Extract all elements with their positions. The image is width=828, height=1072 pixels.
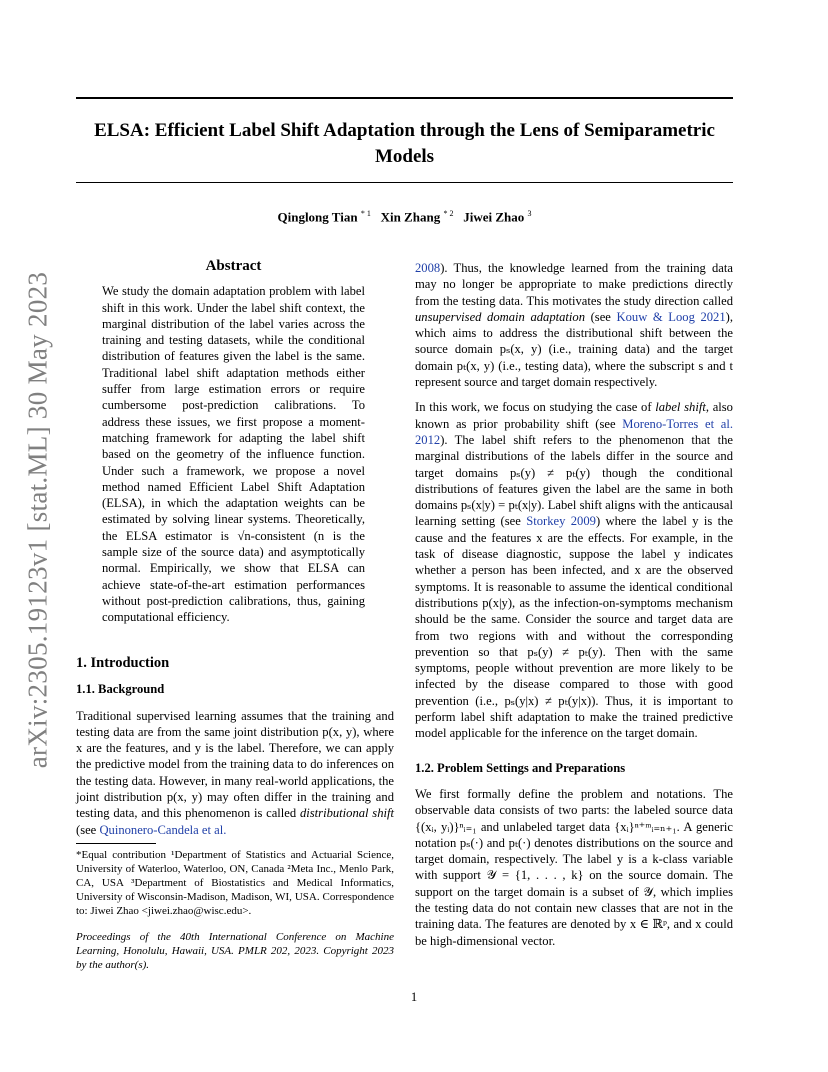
author-affiliation-mark: * 2 [443, 209, 454, 218]
intro-text: ). Thus, the knowledge learned from the training data may no longer be appropriate to make predictions directly from the testing data. This motivates the study direction called [415, 261, 733, 308]
intro-text: Traditional supervised learning assumes that the training and testing data are from the same joint distribution p(x, y), where x are the features, and y is the label. Therefore, we can apply the predictive model from the training data to do inferences on the testing data. However, in many real-world applications, the joint distribution p(x, y) may often differ in the training and testing data, and this phenomenon is called [76, 708, 394, 821]
section-heading: 1. Introduction [76, 655, 170, 671]
intro-text: In this work, we focus on studying the case of [415, 400, 656, 415]
abstract-heading: Abstract [205, 258, 262, 274]
footnote-rule [76, 843, 156, 844]
intro-emphasis: label shift [655, 400, 706, 415]
intro-text: (see [76, 822, 100, 837]
author-name: Jiwei Zhao [463, 209, 525, 225]
intro-paragraph [76, 708, 394, 838]
intro-text: ). The label shift refers to the phenomenon that the marginal distributions of the labels differ in the source and target domains pₛ(y) ≠ pₜ(y) though the conditional distributions of features given the label are the same in both domains pₛ(x|y) = pₜ(x|y). Label shift aligns with the anticausal learning setting (see [415, 432, 733, 529]
proceedings-text: Proceedings of the 40th International Conference on Machine Learning, Honolulu, Hawaii, USA. PMLR 202, 2023. Copyright 2023 by the author(s). [76, 931, 394, 971]
arxiv-identifier: arXiv:2305.19123v1 [stat.ML] 30 May 2023 [22, 271, 53, 769]
intro-text: , also known as prior probability shift (see [415, 400, 733, 431]
citation-link[interactable]: Quinonero-Candela et al. [99, 822, 227, 837]
author-name: Xin Zhang [380, 209, 441, 225]
intro-text: ) where the label y is the cause and the features x are the effects. For example, in the task of disease diagnostic, suppose the label y indicates whether a person has been infected, and x are the observed symptoms. It is reasonable to assume the identical conditional distributions p(x|y), as the infection-on-symptoms mechanism should be the same. Consider the source and target data are from two regions with and without the corresponding prevention so that pₛ(y) ≠ pₜ(y). Then with the same symptoms, people without prevention are more likely to be infected by the disease compared to those with good prevention (i.e., pₛ(y|x) ≠ pₜ(y|x)). Thus, it is important to perform label shift adaptation to make the trained predictive model applicable for the inference on the target domain. [415, 514, 733, 741]
citation-link[interactable]: Kouw & Loog 2021 [616, 309, 726, 324]
citation-link[interactable]: Storkey 2009 [526, 514, 596, 529]
paper-title [76, 118, 733, 170]
intro-paragraph: We first formally define the problem and notations. The observable data consists of two parts: the labeled source data {(xᵢ, yᵢ)}ⁿᵢ₌₁ and unlabeled target data {xᵢ}ⁿ⁺ᵐᵢ₌ₙ₊₁. A generic notation pₛ(·) and pₜ(·) denotes distributions on the source and target domain, respectively. The label y is a k-class variable with support 𝒴 = {1, . . . , k} on the source domain. The support on the target domain is a subset of 𝒴, which implies the testing data do not contain new classes that are not in the training data. The features are denoted by x ∈ ℝᵖ, and x could be high-dimensional vector. [415, 786, 733, 948]
citation-link[interactable]: 2008 [415, 261, 441, 275]
title-rule-bottom [76, 182, 733, 183]
intro-text: ), which aims to address the distributional shift between the source domain pₛ(x, y) (i.e., training data) and the target domain pₜ(x, y) (i.e., testing data), where the subscript s and t represent source and target domain respectively. [415, 309, 733, 390]
intro-text: (see [585, 309, 617, 324]
author-name: Qinglong Tian [277, 209, 358, 225]
subsection-heading: 1.1. Background [76, 682, 165, 697]
author-affiliation-mark: 3 [527, 209, 532, 218]
intro-paragraph [415, 399, 733, 741]
citation-link[interactable]: Moreno-Torres et al. 2012 [415, 416, 733, 447]
intro-emphasis: distributional shift [299, 806, 395, 821]
page-number: 1 [410, 990, 418, 1004]
introduction-section [76, 655, 394, 838]
title-line-1: ELSA: Efficient Label Shift Adaptation through the Lens of Semiparametric [94, 120, 715, 141]
footnote: *Equal contribution ¹Department of Statistics and Actuarial Science, University of Waterloo, Waterloo, ON, Canada ²Meta Inc., Menlo Park, CA, USA ³Department of Biostatistics and Medical Informatics, University of Wisconsin-Madison, Madison, WI, USA. Correspondence to: Jiwei Zhao <jiwei.zhao@wisc.edu>. [76, 849, 394, 917]
intro-paragraph [415, 260, 733, 390]
abstract-section [102, 258, 365, 626]
subsection-heading: 1.2. Problem Settings and Preparations [415, 760, 626, 775]
abstract-text: We study the domain adaptation problem with label shift in this work. Under the label shift context, the marginal distribution of the label varies across the training and testing datasets, while the conditional distribution of features given the label is the same. Traditional label shift adaptation methods either suffer from large estimation errors or require cumbersome post-prediction calibrations. To address these issues, we first propose a moment-matching framework for adapting the label shift based on the geometry of the influence function. Under such a framework, we propose a novel method named Efficient Label Shift Adaptation (ELSA), in which the adaptation weights can be estimated by solving linear systems. Theoretically, the ELSA estimator is √n-consistent (n is the sample size of the source data) and asymptotically normal. Empirically, we show that ELSA can achieve state-of-the-art estimation performances without post-prediction calibrations, thus, gaining computational efficiency. [102, 284, 365, 625]
title-rule-top [76, 97, 733, 99]
author-list [76, 209, 733, 225]
proceedings-note [76, 930, 394, 972]
intro-emphasis: unsupervised domain adaptation [415, 309, 586, 324]
title-line-2: Models [374, 146, 435, 167]
right-column [415, 260, 733, 949]
author-affiliation-mark: * 1 [360, 209, 371, 218]
